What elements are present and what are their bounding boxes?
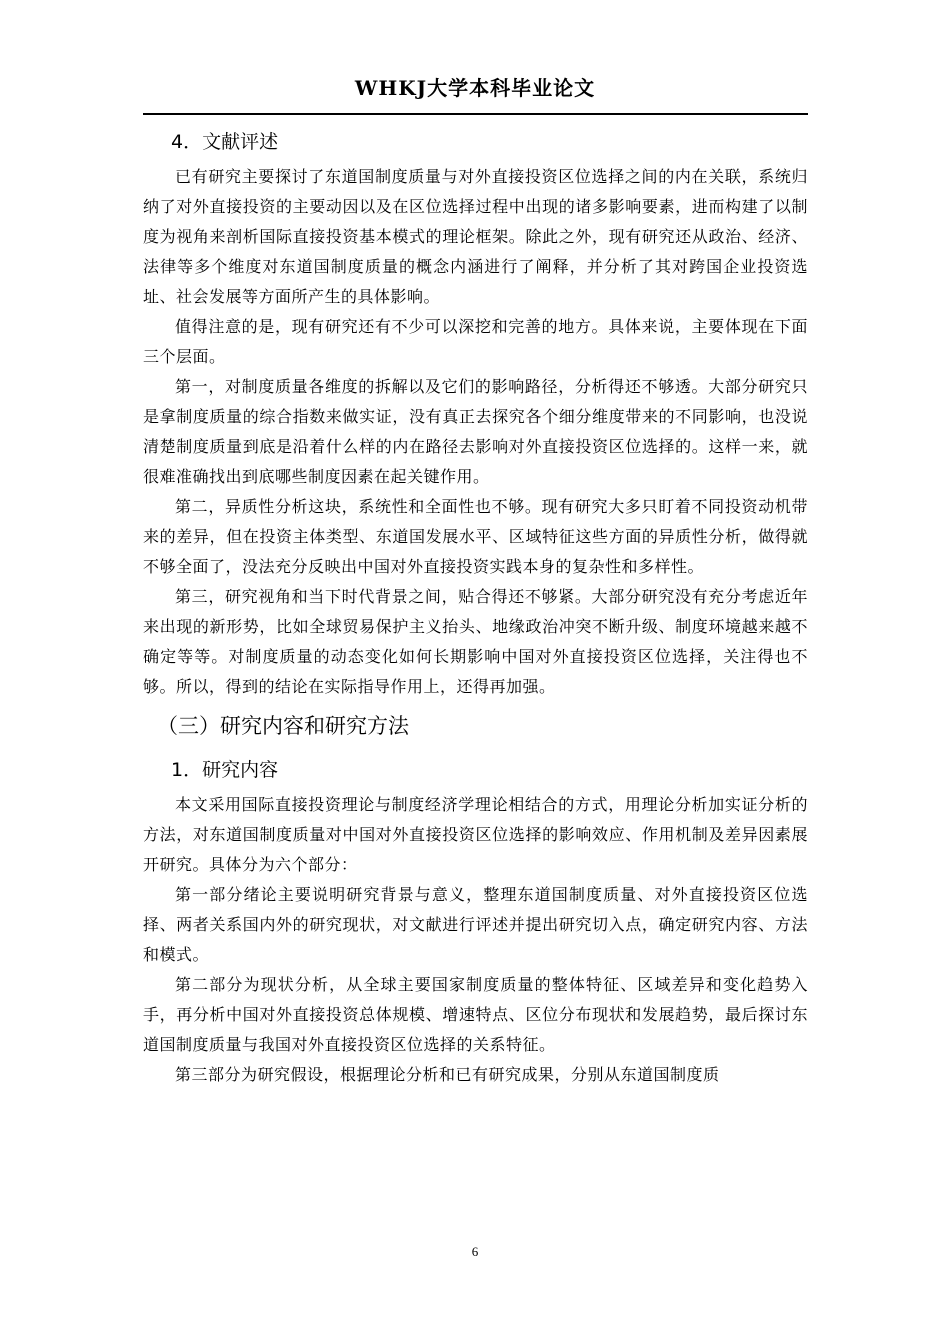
paragraph: 已有研究主要探讨了东道国制度质量与对外直接投资区位选择之间的内在关联，系统归纳了对外直接投资的主要动因以及在区位选择过程中出现的诸多影响要素，进而构建了以制度为视角来剖析国际直接投资基本模式的理论框架。除此之外，现有研究还从政治、经济、法律等多个维度对东道国制度质量的概念内涵进行了阐释，并分析了其对跨国企业投资选址、社会发展等方面所产生的具体影响。	[143, 167, 808, 306]
page-body	[143, 122, 808, 1090]
section-heading-literature-review: 4．文献评述	[171, 131, 279, 153]
paragraph: 第三，研究视角和当下时代背景之间，贴合得还不够紧。大部分研究没有充分考虑近年来出现的新形势，比如全球贸易保护主义抬头、地缘政治冲突不断升级、制度环境越来越不确定等等。对制度质量的动态变化如何长期影响中国对外直接投资区位选择，关注得也不够。所以，得到的结论在实际指导作用上，还得再加强。	[143, 587, 808, 696]
section-heading-content-methods: （三）研究内容和研究方法	[157, 714, 409, 738]
paragraph: 第一部分绪论主要说明研究背景与意义，整理东道国制度质量、对外直接投资区位选择、两者关系国内外的研究现状，对文献进行评述并提出研究切入点，确定研究内容、方法和模式。	[143, 885, 808, 964]
header-title: WHKJ大学本科毕业论文	[354, 76, 596, 100]
paragraph: 第一，对制度质量各维度的拆解以及它们的影响路径，分析得还不够透。大部分研究只是拿制度质量的综合指数来做实证，没有真正去探究各个细分维度带来的不同影响，也没说清楚制度质量到底是沿着什么样的内在路径去影响对外直接投资区位选择的。这样一来，就很难准确找出到底哪些制度因素在起关键作用。	[143, 377, 808, 486]
paragraph: 第二部分为现状分析，从全球主要国家制度质量的整体特征、区域差异和变化趋势入手，再分析中国对外直接投资总体规模、增速特点、区位分布现状和发展趋势，最后探讨东道国制度质量与我国对外直接投资区位选择的关系特征。	[143, 975, 808, 1054]
paragraph: 第二，异质性分析这块，系统性和全面性也不够。现有研究大多只盯着不同投资动机带来的差异，但在投资主体类型、东道国发展水平、区域特征这些方面的异质性分析，做得就不够全面了，没法充分反映出中国对外直接投资实践本身的复杂性和多样性。	[143, 497, 808, 576]
section-heading-research-content: 1．研究内容	[171, 759, 279, 781]
page-number: 6	[471, 1244, 479, 1259]
paragraph: 本文采用国际直接投资理论与制度经济学理论相结合的方式，用理论分析加实证分析的方法，对东道国制度质量对中国对外直接投资区位选择的影响效应、作用机制及差异因素展开研究。具体分为六个部分：	[143, 795, 808, 874]
paragraph: 第三部分为研究假设，根据理论分析和已有研究成果，分别从东道国制度质	[175, 1065, 720, 1084]
header-divider	[143, 113, 808, 115]
paragraph: 值得注意的是，现有研究还有不少可以深挖和完善的地方。具体来说，主要体现在下面三个层面。	[143, 317, 808, 366]
